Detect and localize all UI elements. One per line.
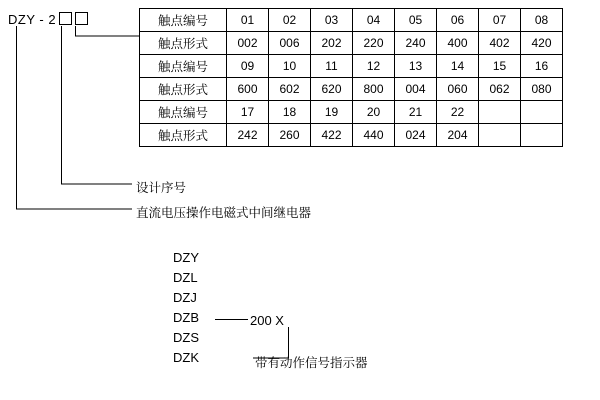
table-cell: 800 (353, 78, 395, 101)
table-cell: 002 (227, 32, 269, 55)
table-cell: 220 (353, 32, 395, 55)
table-cell: 402 (479, 32, 521, 55)
table-cell: 006 (269, 32, 311, 55)
series-item: DZY (173, 250, 199, 265)
table-cell: 04 (353, 9, 395, 32)
table-cell: 01 (227, 9, 269, 32)
table-cell: 21 (395, 101, 437, 124)
table-cell: 03 (311, 9, 353, 32)
table-cell: 16 (521, 55, 563, 78)
table-cell: 242 (227, 124, 269, 147)
code-box-2 (75, 12, 88, 25)
table-cell: 600 (227, 78, 269, 101)
table-cell: 10 (269, 55, 311, 78)
table-cell: 18 (269, 101, 311, 124)
table-cell (521, 124, 563, 147)
table-row (140, 32, 563, 55)
row-header: 触点编号 (140, 101, 227, 124)
table-cell: 19 (311, 101, 353, 124)
row-header: 触点形式 (140, 78, 227, 101)
table-cell: 17 (227, 101, 269, 124)
table-row (140, 55, 563, 78)
code-box-1 (59, 12, 72, 25)
table-row (140, 9, 563, 32)
table-cell: 080 (521, 78, 563, 101)
table-row (140, 101, 563, 124)
table-cell: 12 (353, 55, 395, 78)
row-header: 触点编号 (140, 9, 227, 32)
table-cell: 240 (395, 32, 437, 55)
annotation-relay-description: 直流电压操作电磁式中间继电器 (136, 206, 312, 220)
product-code (8, 12, 88, 27)
table-cell: 20 (353, 101, 395, 124)
table-cell: 14 (437, 55, 479, 78)
series-list (173, 248, 199, 368)
series-item: DZL (173, 270, 198, 285)
series-item: DZS (173, 330, 199, 345)
table-cell: 422 (311, 124, 353, 147)
table-cell: 620 (311, 78, 353, 101)
table-cell (521, 101, 563, 124)
table-cell: 05 (395, 9, 437, 32)
table-cell: 15 (479, 55, 521, 78)
table-cell: 440 (353, 124, 395, 147)
series-suffix-label: 200 X (250, 313, 284, 328)
table-cell: 060 (437, 78, 479, 101)
row-header: 触点编号 (140, 55, 227, 78)
table-cell: 004 (395, 78, 437, 101)
table-cell: 07 (479, 9, 521, 32)
table-cell (479, 101, 521, 124)
table-cell: 420 (521, 32, 563, 55)
series-item: DZB (173, 310, 199, 325)
table-body (140, 9, 563, 147)
table-cell (479, 124, 521, 147)
table-cell: 260 (269, 124, 311, 147)
table-row (140, 124, 563, 147)
table-cell: 22 (437, 101, 479, 124)
series-item: DZK (173, 350, 199, 365)
row-header: 触点形式 (140, 32, 227, 55)
product-code-prefix: DZY - 2 (8, 12, 57, 27)
table-cell: 06 (437, 9, 479, 32)
table-cell: 202 (311, 32, 353, 55)
table-row (140, 78, 563, 101)
row-header: 触点形式 (140, 124, 227, 147)
table-cell: 204 (437, 124, 479, 147)
series-item: DZJ (173, 290, 197, 305)
table-cell: 024 (395, 124, 437, 147)
table-cell: 062 (479, 78, 521, 101)
table-cell: 02 (269, 9, 311, 32)
annotation-indicator: 带有动作信号指示器 (255, 356, 368, 370)
table-cell: 400 (437, 32, 479, 55)
table-cell: 602 (269, 78, 311, 101)
table-cell: 11 (311, 55, 353, 78)
table-cell: 08 (521, 9, 563, 32)
contact-spec-table (139, 8, 563, 147)
annotation-design-no: 设计序号 (136, 181, 187, 195)
table-cell: 13 (395, 55, 437, 78)
table-cell: 09 (227, 55, 269, 78)
